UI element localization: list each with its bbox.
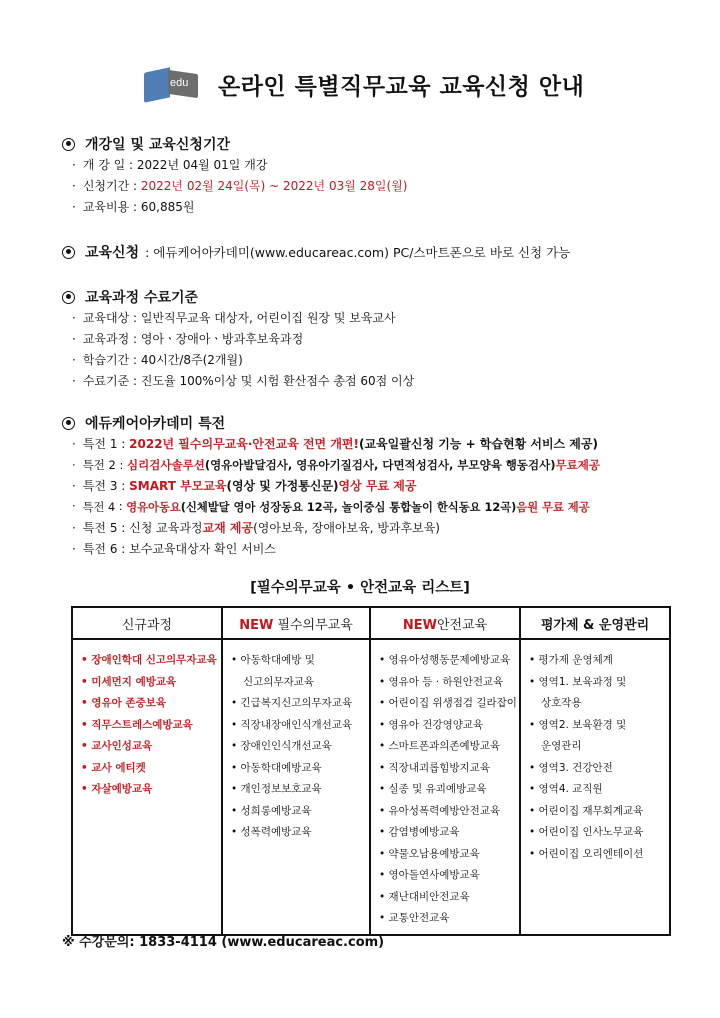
list-title: [필수의무교육 • 안전교육 리스트] bbox=[250, 580, 470, 596]
list-item: • 긴급복지신고의무자교육 bbox=[231, 697, 353, 709]
benefits-section bbox=[62, 413, 600, 559]
table-header-new-courses: 신규과정 bbox=[72, 607, 222, 639]
list-item: • 유아성폭력예방안전교육 bbox=[379, 804, 501, 817]
list-item: • 평가제 운영체계 bbox=[529, 654, 613, 666]
list-item: • 어린이집 재무회계교육 bbox=[529, 804, 644, 817]
list-item: • 아동학대예방 및 bbox=[231, 654, 315, 666]
criteria-target: · 교육대상 : 일반직무교육 대상자, 어린이집 원장 및 보육교사 bbox=[72, 310, 396, 325]
list-item: • 장애인인식개선교육 bbox=[231, 740, 332, 752]
list-item: • 아동학대예방교육 bbox=[231, 761, 322, 774]
benefit-3: · 특전 3 : SMART 부모교육 (영상 및 가정통신문) 영상 무료 제공 bbox=[72, 478, 417, 493]
column-safety bbox=[370, 639, 520, 935]
list-item: • 재난대비안전교육 bbox=[379, 890, 470, 903]
list-item: • 교통안전교육 bbox=[379, 912, 450, 924]
benefit-1: · 특전 1 : 2022년 필수의무교육·안전교육 전면 개편! (교육일괄신청 기능 + 학습현황 서비스 제공) bbox=[72, 436, 598, 451]
benefit-5: · 특전 5 : 신청 교육과정 교재 제공 (영아보육, 장애아보육, 방과후보육) bbox=[72, 520, 440, 535]
list-item: • 개인정보보호교육 bbox=[231, 783, 322, 795]
bullet-circle-icon bbox=[62, 417, 75, 430]
list-item: • 교사인성교육 bbox=[81, 740, 153, 752]
list-item: • 어린이집 오리엔테이션 bbox=[529, 847, 644, 860]
course-table bbox=[71, 606, 671, 936]
list-item: • 성희롱예방교육 bbox=[231, 804, 312, 817]
list-item: • 영역2. 보육환경 및 bbox=[529, 718, 627, 731]
list-item: • 직무스트레스예방교육 bbox=[81, 718, 193, 731]
list-item: • 직장내괴롭힘방지교육 bbox=[379, 761, 490, 774]
criteria-pass: · 수료기준 : 진도율 100%이상 및 시험 환산점수 총점 60점 이상 bbox=[72, 373, 415, 388]
benefit-4: · 특전 4 : 영유아동요 (신체발달 영아 성장동요 12곡, 놀이중심 통합놀이 한식동요 12곡) 음원 무료 제공 bbox=[72, 500, 590, 514]
list-item: • 감염병예방교육 bbox=[379, 826, 460, 838]
list-item: • 장애인학대 신고의무자교육 bbox=[81, 654, 217, 666]
section-heading: 교육과정 수료기준 bbox=[62, 287, 414, 307]
bullet-circle-icon bbox=[62, 138, 75, 151]
bullet-circle-icon bbox=[62, 291, 75, 304]
column-mandatory bbox=[222, 639, 370, 935]
section-heading: 에듀케어아카데미 특전 bbox=[62, 413, 600, 433]
table-header-safety: NEW안전교육 bbox=[370, 607, 520, 639]
benefit-2: · 특전 2 : 심리검사솔루션 (영유아발달검사, 영유아기질검사, 다면적성검사, 부모양육 행동검사) 무료제공 bbox=[72, 457, 600, 472]
header bbox=[140, 62, 584, 106]
list-item: • 영역4. 교직원 bbox=[529, 783, 603, 795]
apply-section: 교육신청 : 에듀케어아카데미(www.educareac.com) PC/스마트폰으로 바로 신청 가능 bbox=[62, 242, 570, 262]
bullet-circle-icon bbox=[62, 246, 75, 259]
column-new-courses bbox=[72, 639, 222, 935]
list-item: 신고의무자교육 bbox=[243, 675, 315, 688]
schedule-start: · 개 강 일 : 2022년 04월 01일 개강 bbox=[72, 157, 268, 172]
list-item: • 영역1. 보육과정 및 bbox=[529, 675, 627, 688]
list-item: • 영유아 건강영양교육 bbox=[379, 718, 484, 731]
list-item: • 어린이집 인사노무교육 bbox=[529, 826, 644, 838]
list-item: 상호작용 bbox=[541, 697, 582, 709]
apply-text: 에듀케어아카데미(www.educareac.com) PC/스마트폰으로 바로 신청 가능 bbox=[153, 245, 571, 260]
contact-footer: ※ 수강문의: 1833-4114 (www.educareac.com) bbox=[62, 935, 385, 950]
list-item: • 영유아 등 · 하원안전교육 bbox=[379, 675, 504, 688]
edu-logo-icon bbox=[140, 64, 202, 104]
table-header-mandatory: NEW 필수의무교육 bbox=[222, 607, 370, 639]
list-item: • 스마트폰과의존예방교육 bbox=[379, 740, 501, 752]
apply-label: 교육신청 bbox=[85, 245, 140, 261]
list-item: • 어린이집 위생점검 길라잡이 bbox=[379, 697, 517, 709]
list-item: • 영아돌연사예방교육 bbox=[379, 869, 480, 881]
list-item: • 자살예방교육 bbox=[81, 783, 153, 795]
list-item: • 성폭력예방교육 bbox=[231, 826, 312, 838]
list-item: • 영유아성행동문제예방교육 bbox=[379, 654, 511, 666]
page-title: 온라인 특별직무교육 교육신청 안내 bbox=[218, 73, 585, 100]
list-item: • 교사 에티켓 bbox=[81, 761, 146, 774]
table-header-evaluation: 평가제 & 운영관리 bbox=[520, 607, 670, 639]
list-item: • 약물오남용예방교육 bbox=[379, 847, 480, 860]
list-item: • 직장내장애인식개선교육 bbox=[231, 718, 353, 731]
list-item: 운영관리 bbox=[541, 740, 582, 752]
benefit-6: · 특전 6 : 보수교육대상자 확인 서비스 bbox=[72, 541, 276, 556]
list-item: • 영유아 존중보육 bbox=[81, 697, 167, 709]
section-heading: 개강일 및 교육신청기간 bbox=[62, 134, 407, 154]
logo-text: edu bbox=[170, 77, 189, 89]
column-evaluation bbox=[520, 639, 670, 935]
schedule-period: · 신청기간 : 2022년 02월 24일(목) ~ 2022년 03월 28일(월) bbox=[72, 178, 408, 193]
schedule-cost: · 교육비용 : 60,885원 bbox=[72, 199, 195, 214]
list-item: • 영역3. 건강안전 bbox=[529, 761, 613, 774]
criteria-section bbox=[62, 287, 414, 391]
list-item: • 미세먼지 예방교육 bbox=[81, 675, 177, 688]
list-item: • 실종 및 유괴예방교육 bbox=[379, 783, 487, 795]
criteria-course: · 교육과정 : 영아ㆍ장애아ㆍ방과후보육과정 bbox=[72, 331, 304, 346]
criteria-period: · 학습기간 : 40시간/8주(2개월) bbox=[72, 352, 243, 367]
schedule-section bbox=[62, 134, 407, 217]
